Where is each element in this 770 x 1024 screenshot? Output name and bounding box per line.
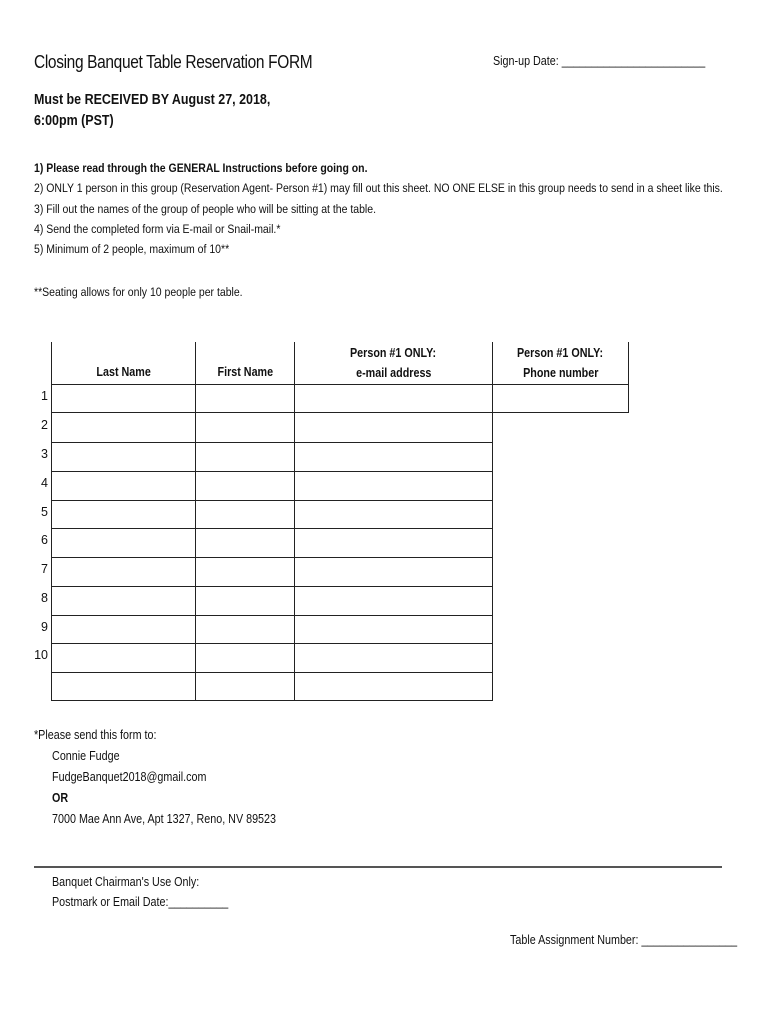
header-email: Person #1 ONLY: e-mail address [350,346,437,380]
table-line [51,528,493,529]
row-number: 10 [34,648,48,662]
table-line [51,442,493,443]
instruction-item: 4) Send the completed form via E-mail or Snail-mail.* [34,221,281,236]
table-line [51,471,493,472]
deadline-notice [34,90,270,132]
deadline-line-1: Must be RECEIVED BY August 27, 2018, [34,92,271,108]
row-number: 4 [41,476,48,490]
signup-date-field[interactable]: Sign-up Date: ________________________ [493,54,706,68]
or-separator: OR [52,791,69,805]
chairman-use-label: Banquet Chairman's Use Only: [52,875,200,889]
row-number: 6 [41,533,48,547]
table-line [628,342,629,412]
row-number: 1 [41,389,48,403]
header-phone: Person #1 ONLY: Phone number [517,346,604,380]
contact-email: FudgeBanquet2018@gmail.com [52,770,207,784]
send-to-block [34,725,276,830]
table-line [51,643,493,644]
row-number: 3 [41,447,48,461]
instruction-item: 3) Fill out the names of the group of people who will be sitting at the table. [34,201,377,216]
table-line [51,586,493,587]
row-number: 5 [41,505,48,519]
table-line [51,672,493,673]
table-line [51,384,629,385]
row-number: 2 [41,418,48,432]
row-number: 7 [41,562,48,576]
table-line [51,615,493,616]
instruction-item: 1) Please read through the GENERAL Instructions before going on. [34,161,368,175]
chairman-use-block [52,872,228,912]
instruction-item: 5) Minimum of 2 people, maximum of 10** [34,242,230,257]
table-line [51,557,493,558]
row-number: 8 [41,591,48,605]
deadline-line-2: 6:00pm (PST) [34,113,114,129]
instructions-list [34,158,723,259]
seating-note: **Seating allows for only 10 people per table. [34,285,243,299]
table-line [51,412,629,413]
table-line [51,700,493,701]
form-title: Closing Banquet Table Reservation FORM [34,52,313,72]
postmark-date-field[interactable]: Postmark or Email Date:__________ [52,895,229,909]
table-assignment-field[interactable]: Table Assignment Number: ________________ [510,933,738,947]
row-number: 9 [41,620,48,634]
section-divider [34,866,722,868]
table-line [294,342,295,701]
table-line [492,342,493,701]
contact-name: Connie Fudge [52,749,120,763]
mailing-address: 7000 Mae Ann Ave, Apt 1327, Reno, NV 89523 [52,812,276,826]
table-line [195,342,196,701]
table-line [51,342,52,701]
instruction-item: 2) ONLY 1 person in this group (Reservation Agent- Person #1) may fill out this sheet. NO ONE ELSE in this group needs to send in a sheet like this. [34,181,723,196]
header-last-name: Last Name [96,365,151,379]
header-first-name: First Name [217,365,273,379]
table-line [51,500,493,501]
send-to-intro: *Please send this form to: [34,728,157,742]
